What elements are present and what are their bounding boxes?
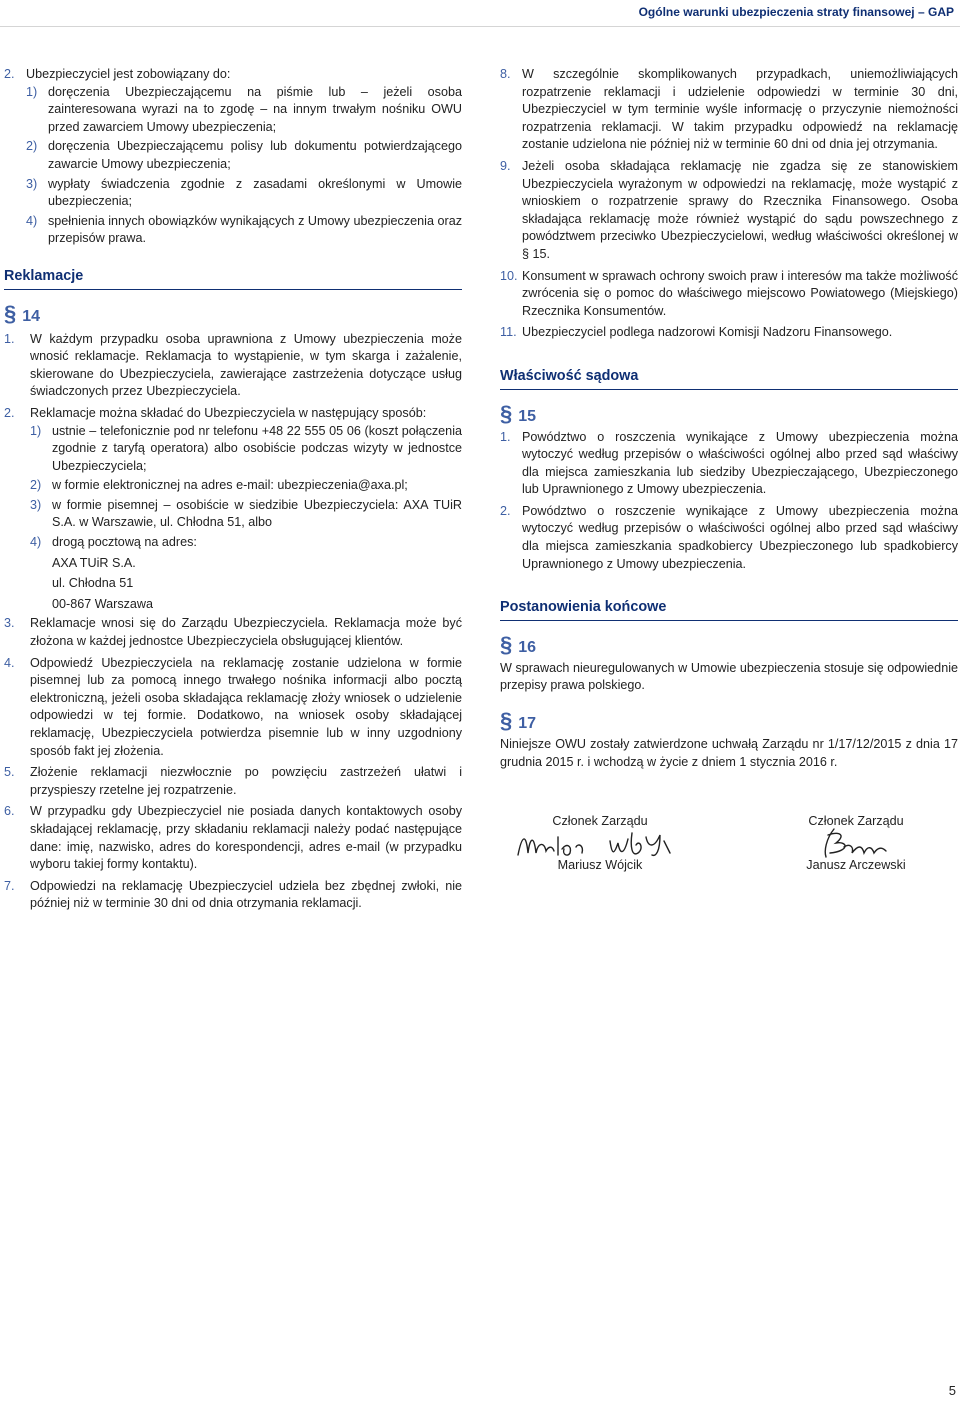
reklamacje-continued-list bbox=[500, 66, 958, 342]
postal-address bbox=[30, 555, 462, 614]
signature-role: Członek Zarządu bbox=[552, 814, 648, 829]
paragraph-sign: § bbox=[4, 300, 17, 326]
signature-name: Mariusz Wójcik bbox=[557, 857, 643, 872]
item-number: 2. bbox=[4, 405, 15, 420]
paragraph-16-text: W sprawach nieuregulowanych w Umowie ubezpieczenia stosuje się odpowiednie przepisy prawa polskiego. bbox=[500, 660, 958, 693]
paragraph-sign: § bbox=[500, 631, 513, 657]
handwritten-signature-icon bbox=[806, 825, 906, 861]
list-item bbox=[26, 213, 462, 248]
list-item bbox=[4, 331, 462, 401]
list-item bbox=[30, 497, 462, 532]
list-item bbox=[500, 268, 958, 321]
item-number: 3) bbox=[30, 497, 42, 512]
item-text: W każdym przypadku osoba uprawniona z Umowy ubezpieczenia może wnosić reklamacje. Reklamacja to wystąpienie, w tym skarga i zażalenie, skierowane do Ubezpieczyciela, zawierające zastrzeżenia dotyczące usług świadczonych przez Ubezpieczyciela. bbox=[30, 331, 462, 399]
right-column bbox=[500, 66, 958, 893]
list-item bbox=[26, 84, 462, 137]
reklamacje-list bbox=[4, 331, 462, 913]
item-number: 1. bbox=[500, 429, 511, 444]
address-line: ul. Chłodna 51 bbox=[52, 576, 134, 591]
item-text: Reklamacje można składać do Ubezpieczyciela w następujący sposób: bbox=[30, 405, 427, 420]
item-text: w formie elektronicznej na adres e-mail: ubezpieczenia@axa.pl; bbox=[52, 478, 408, 493]
item-number: 9. bbox=[500, 158, 511, 173]
list-item bbox=[26, 176, 462, 211]
item-text: drogą pocztową na adres: bbox=[52, 535, 197, 550]
handwritten-signature-icon bbox=[514, 827, 686, 861]
list-item bbox=[30, 534, 462, 552]
paragraph-15 bbox=[500, 400, 958, 427]
paragraph-number: 15 bbox=[518, 407, 537, 425]
signature-role: Członek Zarządu bbox=[808, 814, 904, 829]
item-text: Ubezpieczyciel podlega nadzorowi Komisji Nadzoru Finansowego. bbox=[522, 325, 893, 340]
item-number: 7. bbox=[4, 878, 15, 893]
item-number: 6. bbox=[4, 804, 15, 819]
section-heading-reklamacje: Reklamacje bbox=[4, 268, 462, 290]
page-header bbox=[0, 0, 960, 27]
obligations-item bbox=[4, 66, 462, 248]
left-column bbox=[4, 66, 462, 913]
item-text: doręczenia Ubezpieczającemu polisy lub dokumentu potwierdzającego zawarcie Umowy ubezpieczenia; bbox=[48, 139, 462, 171]
paragraph-17-text: Niniejsze OWU zostały zatwierdzone uchwałą Zarządu nr 1/17/12/2015 z dnia 17 grudnia 2015 r. i wchodzą w życie z dniem 1 stycznia 2016 r. bbox=[500, 737, 958, 769]
item-number: 3) bbox=[26, 176, 38, 191]
list-item bbox=[500, 158, 958, 264]
list-item bbox=[500, 503, 958, 573]
item-text: spełnienia innych obowiązków wynikających z Umowy ubezpieczenia oraz przepisów prawa. bbox=[48, 213, 462, 246]
list-item bbox=[4, 655, 462, 761]
channels-sublist bbox=[30, 423, 462, 614]
address-line: 00-867 Warszawa bbox=[52, 596, 154, 611]
list-item bbox=[30, 423, 462, 476]
item-number: 11. bbox=[500, 325, 517, 340]
item-number: 1. bbox=[4, 331, 15, 346]
signature-name: Janusz Arczewski bbox=[806, 857, 906, 872]
item-text: Złożenie reklamacji niezwłocznie po powzięciu zastrzeżeń ułatwi i przyspieszy rzetelne jej rozpatrzenie. bbox=[30, 765, 462, 797]
obligations-sublist bbox=[26, 84, 462, 248]
section-heading-postanowienia: Postanowienia końcowe bbox=[500, 599, 958, 621]
paragraph-sign: § bbox=[500, 400, 513, 426]
item-number: 4) bbox=[30, 535, 42, 550]
item-number: 8. bbox=[500, 67, 511, 81]
item-text: Ubezpieczyciel jest zobowiązany do: bbox=[26, 67, 231, 81]
item-text: w formie pisemnej – osobiście w siedzibie Ubezpieczyciela: AXA TUiR S.A. w Warszawie, ul. Chłodna 51, albo bbox=[52, 497, 462, 530]
paragraph-17 bbox=[500, 708, 958, 734]
item-text: W szczególnie skomplikowanych przypadkach, uniemożliwiających rozpatrzenie reklamacji i udzielenie odpowiedzi w terminie 30 dni, Ubezpieczyciel w tym terminie wyśle informację o przyczynie niemożności rozpatrzenia reklamacji. W takim przypadku odpowiedź na reklamację zostanie udzielona nie później niż w terminie 60 dni od dnia jej otrzymania. bbox=[522, 67, 958, 152]
paragraph-number: 16 bbox=[518, 638, 537, 656]
signature-block-left bbox=[500, 813, 700, 874]
item-text: Odpowiedź Ubezpieczyciela na reklamację zostanie udzielona w formie pisemnej lub za pomocą innego trwałego nośnika informacji albo pocztą elektroniczną, jeżeli osoba składająca reklamację złoży wniosek o udzielenie odpowiedzi w tej formie. Dodatkowo, na wniosek osoby składającej reklamację, Ubezpieczyciela potwierdza pisemnie lub w inny uzgodniony sposób fakt jej złożenia. bbox=[30, 655, 462, 758]
item-number: 10. bbox=[500, 268, 518, 283]
list-item bbox=[4, 764, 462, 799]
section-heading-wlasciwosc: Właściwość sądowa bbox=[500, 368, 958, 390]
item-number: 3. bbox=[4, 616, 15, 631]
item-number: 2) bbox=[26, 139, 38, 154]
paragraph-number: 17 bbox=[518, 715, 537, 733]
page-number: 5 bbox=[948, 1383, 956, 1399]
item-text: wypłaty świadczenia zgodnie z zasadami określonymi w Umowie ubezpieczenia; bbox=[48, 176, 462, 209]
list-item bbox=[4, 803, 462, 873]
item-number: 2. bbox=[4, 67, 15, 81]
item-text: Powództwo o roszczenia wynikające z Umowy ubezpieczenia można wytoczyć według przepisów o właściwości ogólnej albo przed sąd właściwy dla miejsca zamieszkania lub siedziby Ubezpieczającego, Ubezpieczonego lub Uprawnionego z Umowy ubezpieczenia. bbox=[522, 429, 958, 497]
item-number: 4) bbox=[26, 213, 38, 228]
document-title: Ogólne warunki ubezpieczenia straty finansowej – GAP bbox=[638, 5, 954, 19]
list-item bbox=[4, 405, 462, 614]
list-item bbox=[500, 66, 958, 154]
item-text: Odpowiedzi na reklamację Ubezpieczyciel udziela bez zbędnej zwłoki, nie później niż w terminie 30 dni od dnia otrzymania reklamacji. bbox=[30, 878, 462, 911]
item-number: 2. bbox=[500, 503, 511, 518]
item-number: 2) bbox=[30, 478, 42, 493]
paragraph-14 bbox=[4, 300, 462, 327]
item-number: 1) bbox=[26, 84, 38, 99]
list-item bbox=[4, 878, 462, 913]
paragraph-16 bbox=[500, 631, 958, 658]
item-text: Reklamacje wnosi się do Zarządu Ubezpieczyciela. Reklamacja może być złożona w każdej jednostce Ubezpieczyciela obsługującej klientów. bbox=[30, 616, 462, 649]
list-item bbox=[26, 138, 462, 173]
item-text: doręczenia Ubezpieczającemu na piśmie lub – jeżeli osoba zainteresowana wyrazi na to zgodę – na innym trwałym nośniku OWU przed zawarciem Umowy ubezpieczenia; bbox=[48, 84, 462, 134]
signature-block-right bbox=[756, 813, 956, 874]
list-item bbox=[500, 324, 958, 342]
item-number: 4. bbox=[4, 655, 15, 670]
jurisdiction-list bbox=[500, 429, 958, 574]
item-text: W przypadku gdy Ubezpieczyciel nie posiada danych kontaktowych osoby składającej reklamację, przy składaniu reklamacji należy podać następujące dane: imię, nazwisko, adres do korespondencji, adres e-mail (w przypadku wyboru takiej formy kontaktu). bbox=[30, 804, 462, 872]
paragraph-sign: § bbox=[500, 708, 513, 734]
item-text: ustnie – telefonicznie pod nr telefonu +48 22 555 05 06 (koszt połączenia zgodnie z taryfą operatora) albo osobiście podczas wizyty w jednostce Ubezpieczyciela; bbox=[52, 423, 462, 473]
signatures bbox=[500, 813, 958, 893]
item-text: Jeżeli osoba składająca reklamację nie zgadza się ze stanowiskiem Ubezpieczyciela wyrażonym w odpowiedzi na reklamację, może wystąpić z wnioskiem o rozpatrzenie sprawy do Rzecznika Finansowego. Osoba składająca reklamację może również wystąpić do sądu powszechnego z powództwem przeciwko Ubezpieczycielowi, według właściwości określonej w § 15. bbox=[522, 158, 958, 261]
list-item bbox=[500, 429, 958, 499]
address-line: AXA TUiR S.A. bbox=[52, 555, 136, 570]
list-item bbox=[30, 477, 462, 495]
list-item bbox=[4, 615, 462, 650]
item-number: 1) bbox=[30, 423, 42, 438]
item-text: Powództwo o roszczenie wynikające z Umowy ubezpieczenia można wytoczyć według przepisów o właściwości ogólnej albo przed sąd właściwy dla miejsca zamieszkania spadkobiercy Ubezpieczonego lub spadkobiercy Uprawnionego z Umowy ubezpieczenia. bbox=[522, 503, 958, 571]
paragraph-number: 14 bbox=[22, 307, 41, 325]
item-number: 5. bbox=[4, 765, 15, 780]
item-text: Konsument w sprawach ochrony swoich praw i interesów ma także możliwość zwrócenia się o pomoc do właściwego miejscowo Powiatowego (Miejskiego) Rzecznika Konsumentów. bbox=[522, 268, 958, 318]
